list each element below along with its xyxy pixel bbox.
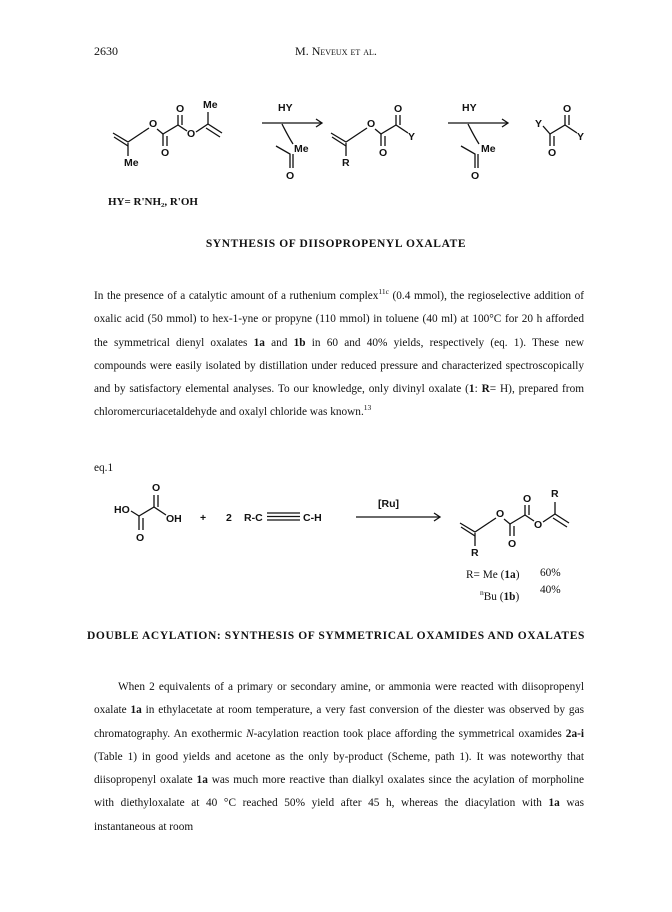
page-number: 2630 bbox=[94, 44, 118, 58]
equation-1-scheme bbox=[0, 478, 672, 558]
svg-text:O: O bbox=[508, 538, 517, 550]
svg-text:O: O bbox=[286, 170, 295, 182]
yield-value-1b: 40% bbox=[540, 584, 561, 596]
reaction-arrow-1 bbox=[262, 102, 322, 182]
svg-text:Me: Me bbox=[124, 157, 139, 169]
section-heading-synthesis: SYNTHESIS OF DIISOPROPENYL OXALATE bbox=[205, 238, 467, 250]
plus-sign: + bbox=[200, 512, 207, 524]
svg-text:R: R bbox=[551, 488, 559, 500]
yield-value-1a: 60% bbox=[540, 567, 561, 579]
paragraph-double-acylation: When 2 equivalents of a primary or secondary amine, or ammonia were reacted with diisopropenyl oxalate 1a in ethylacetate at room temperature, a very fast conversion of the diester was observed by gas chromatography. An exothermic N-acylation reaction took place affording the symmetrical oxamides 2a-i (Table 1) in good yields and acetone as the only by-product (Scheme, path 1). It was noteworthy that diisopropenyl oxalate 1a was much more reactive than dialkyl oxalates since the acylation of morpholine with diethyloxalate at 40 °C reached 50% yield after 45 h, whereas the diacylation with 1a was instantaneous at room bbox=[94, 681, 584, 833]
svg-text:O: O bbox=[367, 118, 376, 130]
paragraph-synthesis: In the presence of a catalytic amount of a ruthenium complex$^{11c}$ (0.4 mmol), the regioselective addition of oxalic acid (50 mmol) to hex-1-yne or propyne (110 mmol) in toluene (40 ml) at 100°C for 20 h afforded the symmetrical dienyl oxalates 1a and 1b in 60 and 40% yields, respectively (eq. 1). These new compounds were easily isolated by distillation under reduced pressure and characterized spectroscopically and by satisfactory elemental analyses. To our knowledge, only divinyl oxalate (1: R= H), prepared from chloromercuriacetaldehyde and oxalyl chloride was known.$^{13}$ bbox=[94, 287, 585, 419]
svg-text:O: O bbox=[136, 532, 145, 544]
svg-text:O: O bbox=[534, 519, 543, 531]
reaction-arrow-ru bbox=[356, 498, 440, 521]
svg-text:O: O bbox=[394, 103, 403, 115]
svg-text:O: O bbox=[152, 482, 161, 494]
svg-text:O: O bbox=[161, 147, 170, 159]
reaction-scheme-diacylation bbox=[0, 90, 672, 240]
dienyl-oxalate-product-structure bbox=[460, 488, 569, 559]
section-heading-double-acylation: DOUBLE ACYLATION: SYNTHESIS OF SYMMETRICAL OXAMIDES AND OXALATES bbox=[87, 630, 585, 642]
svg-text:HO: HO bbox=[114, 504, 130, 516]
svg-text:O: O bbox=[563, 103, 572, 115]
svg-text:R: R bbox=[342, 157, 350, 169]
svg-text:O: O bbox=[548, 147, 557, 159]
svg-text:R-C: R-C bbox=[244, 512, 263, 524]
svg-text:HY: HY bbox=[278, 102, 293, 114]
svg-text:Me: Me bbox=[481, 143, 496, 155]
stoichiometric-coefficient: 2 bbox=[226, 512, 232, 524]
svg-text:Me: Me bbox=[203, 99, 218, 111]
svg-text:Y: Y bbox=[408, 131, 416, 143]
symmetrical-product-structure bbox=[535, 103, 584, 159]
svg-text:R: R bbox=[471, 547, 479, 559]
svg-text:O: O bbox=[496, 508, 505, 520]
svg-text:O: O bbox=[379, 147, 388, 159]
svg-text:O: O bbox=[523, 493, 532, 505]
svg-text:O: O bbox=[187, 128, 196, 140]
svg-text:Y: Y bbox=[577, 131, 585, 143]
alkyne-structure bbox=[244, 512, 322, 524]
yield-row-1b: $^n$Bu (1b) bbox=[480, 588, 520, 603]
mono-acylated-intermediate-structure bbox=[331, 103, 415, 169]
svg-text:OH: OH bbox=[166, 513, 182, 525]
hy-definition: HY= R'NH₂, R'OH bbox=[108, 196, 198, 208]
svg-text:Y: Y bbox=[535, 118, 543, 130]
svg-text:C-H: C-H bbox=[303, 512, 322, 524]
reaction-arrow-2 bbox=[448, 102, 508, 182]
oxalic-acid-structure bbox=[114, 482, 182, 544]
diisopropenyl-oxalate-structure bbox=[113, 99, 222, 169]
svg-text:[Ru]: [Ru] bbox=[378, 498, 399, 510]
svg-text:O: O bbox=[149, 118, 158, 130]
svg-text:Me: Me bbox=[294, 143, 309, 155]
yield-row-1a: R= Me (1a) bbox=[466, 569, 520, 581]
svg-text:HY: HY bbox=[462, 102, 477, 114]
equation-label: eq.1 bbox=[94, 462, 114, 474]
running-title: M. Neveux et al. bbox=[295, 44, 377, 58]
svg-text:O: O bbox=[176, 103, 185, 115]
svg-text:O: O bbox=[471, 170, 480, 182]
